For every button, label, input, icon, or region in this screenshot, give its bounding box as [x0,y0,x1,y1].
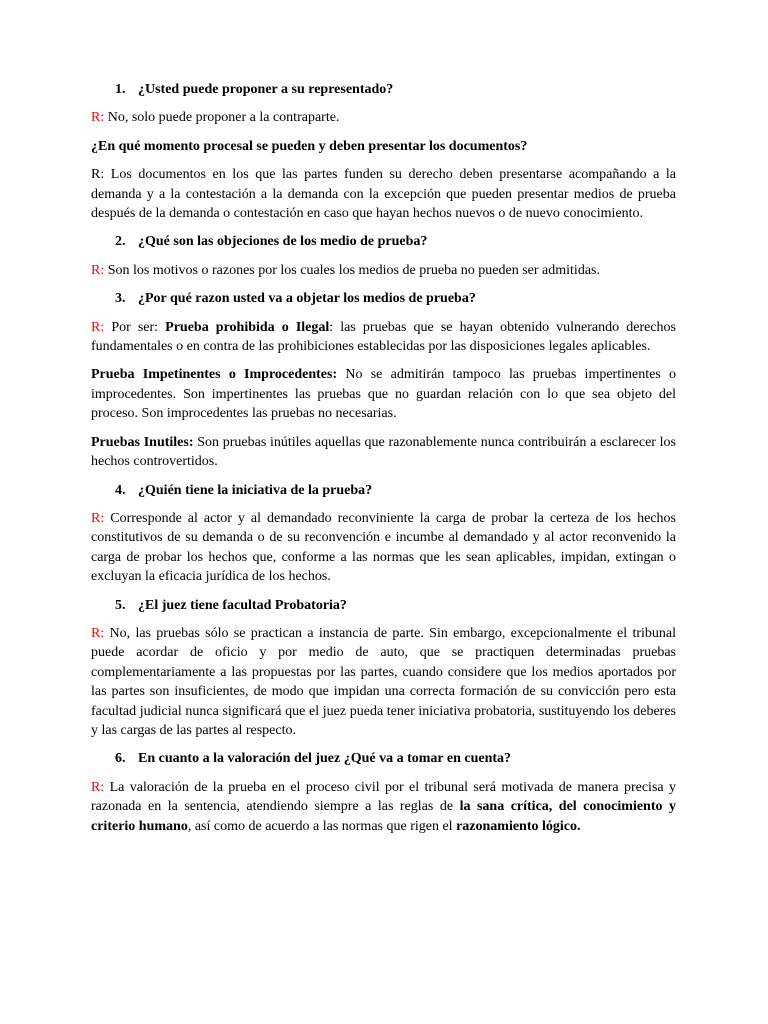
question-3 [91,289,676,308]
term-prueba-impertinente: Prueba Impetinentes o Improcedentes: [91,367,338,383]
question-documents: ¿En qué momento procesal se pueden y deben presentar los documentos? [91,138,528,154]
question-text: En cuanto a la valoración del juez ¿Qué va a tomar en cuenta? [138,751,512,767]
question-number: 6. [115,751,126,767]
answer-2 [91,261,676,280]
answer-marker: R: [91,779,105,795]
answer-text: La valoración de la prueba en el proceso civil por el tribunal será motivada de manera precisa y razonada en la sentencia, atendiendo siempre a las reglas de [91,779,676,815]
answer-marker: R: [91,262,105,278]
question-1 [91,80,676,99]
question-2 [91,232,676,251]
question-text: ¿Qué son las objeciones de los medio de prueba? [138,234,428,250]
answer-3-illegal [91,318,676,357]
answer-text: : las pruebas que se hayan obtenido vulnerando derechos fundamentales o en contra de las prohibiciones establecidas por las disposiciones legales aplicables. [91,319,676,355]
answer-text: Son pruebas inútiles aquellas que razonablemente nunca contribuirán a esclarecer los hechos controvertidos. [91,434,676,470]
answer-4 [91,509,676,587]
answer-text: Son los motivos o razones por los cuales los medios de prueba no pueden ser admitidas. [104,262,600,278]
answer-3-useless [91,433,676,472]
term-pruebas-inutiles: Pruebas Inutiles: [91,434,194,450]
answer-text: No, las pruebas sólo se practican a instancia de parte. Sin embargo, excepcionalmente el tribunal puede acordar de oficio y por medio de auto, que se practiquen determinadas pruebas complementariamente a las propuestas por las partes, cuando considere que los medios aportados por las partes son insuficientes, de modo que impidan una correcta formación de su convicción pero esta facultad judicial nunca significará que el juez pueda tener iniciativa probatoria, sustituyendo los deberes y las cargas de las partes al respecto. [91,625,676,738]
answer-text: Corresponde al actor y al demandado reconviniente la carga de probar la certeza de los hechos constitutivos de su demanda o de su reconvención e incumbe al demandado y al actor reconvenido la carga de probar los hechos que, conforme a las normas que les sean aplicables, impidan, extingan o excluyan la eficacia jurídica de los hechos. [91,510,676,585]
answer-text: , así como de acuerdo a las normas que rigen el [187,818,457,834]
question-text: ¿Usted puede proponer a su representado? [138,82,394,97]
answer-1 [91,108,676,127]
question-6 [91,749,676,768]
answer-prefix: Por ser: [104,319,166,335]
answer-3-impertinent [91,365,676,423]
question-number: 1. [115,82,126,97]
answer-marker: R: [91,110,105,126]
answer-6 [91,778,676,836]
answer-text: No se admitirán tampoco las pruebas impertinentes o improcedentes. Son impertinentes las pruebas que no guardan relación con lo que sea objeto del proceso. Son improcedentes las pruebas no necesarias. [91,367,676,422]
answer-marker: R: [91,319,105,335]
document-page [91,80,676,845]
question-4 [91,481,676,500]
question-text: ¿El juez tiene facultad Probatoria? [138,597,347,613]
question-text: ¿Por qué razon usted va a objetar los medios de prueba? [138,291,476,307]
answer-5 [91,624,676,740]
answer-marker: R: [91,510,105,526]
question-number: 5. [115,597,126,613]
term-sana-critica: la sana crítica, del conocimiento y criterio humano [91,799,676,834]
term-prueba-prohibida: Prueba prohibida o Ilegal [165,319,330,335]
answer-marker: R: [91,625,105,641]
question-text: ¿Quién tiene la iniciativa de la prueba? [138,482,373,498]
answer-text: No, solo puede proponer a la contraparte. [104,110,340,126]
question-number: 3. [115,291,126,307]
question-number: 4. [115,482,126,498]
answer-documents: R: Los documentos en los que las partes funden su derecho deben presentarse acompañando a la demanda y a la contestación a la demanda con la excepción que pueden presentar medios de prueba después de la demanda o contestación en caso que hayan hechos nuevos o de nuevo conocimiento. [91,167,676,222]
question-number: 2. [115,234,126,250]
question-5 [91,596,676,615]
term-razonamiento-logico: razonamiento lógico. [456,818,581,834]
